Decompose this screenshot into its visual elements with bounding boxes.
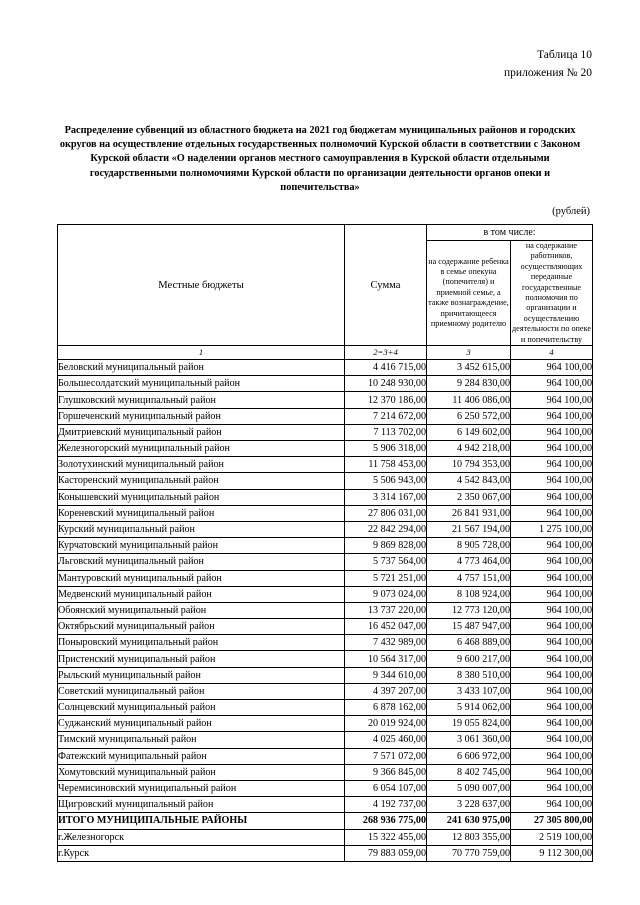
cell-budget-name: Рыльский муниципальный район [58,667,345,683]
cell-child-maintenance: 8 380 510,00 [427,667,511,683]
column-numbering-row [58,346,593,360]
cell-sum: 7 571 072,00 [345,748,427,764]
cell-child-maintenance: 26 841 931,00 [427,505,511,521]
column-number-4: 4 [511,346,593,360]
cell-staff-maintenance: 27 305 800,00 [511,813,593,829]
cell-budget-name: Конышевский муниципальный район [58,489,345,505]
table-row [58,635,593,651]
cell-budget-name: Тимский муниципальный район [58,732,345,748]
cell-staff-maintenance: 964 100,00 [511,457,593,473]
table-row [58,829,593,845]
cell-child-maintenance: 8 905 728,00 [427,538,511,554]
cell-sum: 5 737 564,00 [345,554,427,570]
cell-child-maintenance: 5 914 062,00 [427,700,511,716]
cell-budget-name: Кореневский муниципальный район [58,505,345,521]
column-header-local-budgets: Местные бюджеты [58,225,345,346]
table-row [58,570,593,586]
table-row [58,683,593,699]
cell-budget-name: Пристенский муниципальный район [58,651,345,667]
cell-budget-name: Касторенский муниципальный район [58,473,345,489]
cell-staff-maintenance: 964 100,00 [511,716,593,732]
cell-sum: 15 322 455,00 [345,829,427,845]
table-row [58,651,593,667]
cell-budget-name: Черемисиновский муниципальный район [58,780,345,796]
cell-child-maintenance: 12 803 355,00 [427,829,511,845]
document-caption [504,46,592,82]
cell-child-maintenance: 9 284 830,00 [427,376,511,392]
cell-sum: 268 936 775,00 [345,813,427,829]
cell-staff-maintenance: 964 100,00 [511,376,593,392]
cell-sum: 6 878 162,00 [345,700,427,716]
cell-staff-maintenance: 964 100,00 [511,667,593,683]
cell-sum: 11 758 453,00 [345,457,427,473]
cell-staff-maintenance: 964 100,00 [511,392,593,408]
column-number-2: 2=3+4 [345,346,427,360]
table-row [58,667,593,683]
cell-budget-name: Беловский муниципальный район [58,360,345,376]
column-header-group-including: в том числе: [427,225,593,241]
cell-sum: 4 025 460,00 [345,732,427,748]
table-row [58,457,593,473]
cell-child-maintenance: 6 468 889,00 [427,635,511,651]
cell-budget-name: Поныровский муниципальный район [58,635,345,651]
cell-budget-name: Дмитриевский муниципальный район [58,424,345,440]
cell-sum: 3 314 167,00 [345,489,427,505]
cell-sum: 7 113 702,00 [345,424,427,440]
table-row [58,408,593,424]
cell-budget-name: Мантуровский муниципальный район [58,570,345,586]
cell-child-maintenance: 8 402 745,00 [427,764,511,780]
cell-budget-name: Большесолдатский муниципальный район [58,376,345,392]
cell-budget-name: Суджанский муниципальный район [58,716,345,732]
cell-staff-maintenance: 964 100,00 [511,700,593,716]
cell-sum: 5 906 318,00 [345,441,427,457]
cell-staff-maintenance: 1 275 100,00 [511,521,593,537]
cell-staff-maintenance: 964 100,00 [511,635,593,651]
table-row [58,797,593,813]
cell-sum: 9 366 845,00 [345,764,427,780]
table-row [58,764,593,780]
cell-sum: 10 564 317,00 [345,651,427,667]
cell-staff-maintenance: 964 100,00 [511,360,593,376]
cell-child-maintenance: 5 090 007,00 [427,780,511,796]
cell-child-maintenance: 15 487 947,00 [427,619,511,635]
cell-budget-name: Горшеченский муниципальный район [58,408,345,424]
table-row [58,554,593,570]
page-title: Распределение субвенций из областного бюджета на 2021 год бюджетам муниципальных районов и городских округов на осуществление отдельных государственных полномочий Курской области в соответствии с Законом Курской области «О наделении органов местного самоуправления в Курской области отдельными государственными полномочиями Курской области по организации деятельности органов опеки и попечительства» [59,125,581,193]
table-row [58,845,593,861]
cell-child-maintenance: 3 433 107,00 [427,683,511,699]
cell-child-maintenance: 4 542 843,00 [427,473,511,489]
cell-sum: 9 073 024,00 [345,586,427,602]
table-body [58,360,593,862]
cell-child-maintenance: 6 606 972,00 [427,748,511,764]
budget-table-container [57,224,592,862]
cell-child-maintenance: 9 600 217,00 [427,651,511,667]
cell-staff-maintenance: 964 100,00 [511,683,593,699]
table-row [58,505,593,521]
cell-sum: 9 344 610,00 [345,667,427,683]
cell-sum: 6 054 107,00 [345,780,427,796]
units-note: (рублей) [552,206,590,217]
table-row [58,473,593,489]
table-row [58,521,593,537]
cell-child-maintenance: 6 250 572,00 [427,408,511,424]
caption-appendix-number: приложения № 20 [504,67,592,79]
cell-sum: 22 842 294,00 [345,521,427,537]
cell-budget-name: Солнцевский муниципальный район [58,700,345,716]
cell-staff-maintenance: 964 100,00 [511,748,593,764]
cell-child-maintenance: 11 406 086,00 [427,392,511,408]
cell-staff-maintenance: 964 100,00 [511,764,593,780]
cell-budget-name: Фатежский муниципальный район [58,748,345,764]
cell-staff-maintenance: 964 100,00 [511,424,593,440]
cell-budget-name: г.Железногорск [58,829,345,845]
cell-child-maintenance: 2 350 067,00 [427,489,511,505]
cell-sum: 7 214 672,00 [345,408,427,424]
table-row [58,602,593,618]
cell-child-maintenance: 241 630 975,00 [427,813,511,829]
cell-child-maintenance: 12 773 120,00 [427,602,511,618]
cell-budget-name: г.Курск [58,845,345,861]
table-row [58,716,593,732]
table-row [58,489,593,505]
cell-budget-name: Щигровский муниципальный район [58,797,345,813]
cell-staff-maintenance: 964 100,00 [511,797,593,813]
cell-staff-maintenance: 964 100,00 [511,586,593,602]
caption-table-number: Таблица 10 [537,49,592,61]
column-number-1: 1 [58,346,345,360]
cell-staff-maintenance: 964 100,00 [511,780,593,796]
cell-sum: 7 432 989,00 [345,635,427,651]
cell-staff-maintenance: 964 100,00 [511,489,593,505]
cell-child-maintenance: 3 061 360,00 [427,732,511,748]
cell-child-maintenance: 70 770 759,00 [427,845,511,861]
cell-budget-name: Обоянский муниципальный район [58,602,345,618]
cell-staff-maintenance: 964 100,00 [511,538,593,554]
cell-budget-name: Глушковский муниципальный район [58,392,345,408]
cell-sum: 5 506 943,00 [345,473,427,489]
cell-staff-maintenance: 964 100,00 [511,408,593,424]
cell-sum: 10 248 930,00 [345,376,427,392]
cell-child-maintenance: 4 773 464,00 [427,554,511,570]
cell-child-maintenance: 3 452 615,00 [427,360,511,376]
cell-child-maintenance: 19 055 824,00 [427,716,511,732]
cell-budget-name: ИТОГО МУНИЦИПАЛЬНЫЕ РАЙОНЫ [58,813,345,829]
column-number-3: 3 [427,346,511,360]
table-row [58,732,593,748]
table-row-total [58,813,593,829]
cell-sum: 20 019 924,00 [345,716,427,732]
cell-staff-maintenance: 964 100,00 [511,651,593,667]
cell-sum: 4 397 207,00 [345,683,427,699]
cell-budget-name: Октябрьский муниципальный район [58,619,345,635]
cell-budget-name: Золотухинский муниципальный район [58,457,345,473]
column-header-staff-maintenance: на содержание работников, осуществляющих переданные государственные полномочия по организации и осуществлению деятельности по опеке и попечительству [512,241,591,344]
budget-table [57,224,593,862]
table-row [58,748,593,764]
column-header-sum: Сумма [345,225,427,346]
cell-budget-name: Медвенский муниципальный район [58,586,345,602]
cell-staff-maintenance: 964 100,00 [511,473,593,489]
cell-sum: 5 721 251,00 [345,570,427,586]
cell-sum: 79 883 059,00 [345,845,427,861]
cell-child-maintenance: 6 149 602,00 [427,424,511,440]
table-row [58,780,593,796]
table-row [58,586,593,602]
cell-staff-maintenance: 964 100,00 [511,570,593,586]
table-head [58,225,593,360]
cell-sum: 4 192 737,00 [345,797,427,813]
cell-staff-maintenance: 964 100,00 [511,441,593,457]
column-header-child-maintenance: на содержание ребенка в семье опекуна (попечителя) и приемной семье, а также вознаграждение, причитающееся приемному родителю [427,241,511,346]
cell-staff-maintenance: 2 519 100,00 [511,829,593,845]
table-row [58,700,593,716]
cell-budget-name: Советский муниципальный район [58,683,345,699]
cell-budget-name: Хомутовский муниципальный район [58,764,345,780]
cell-sum: 9 869 828,00 [345,538,427,554]
cell-sum: 12 370 186,00 [345,392,427,408]
cell-child-maintenance: 4 942 218,00 [427,441,511,457]
cell-sum: 13 737 220,00 [345,602,427,618]
cell-staff-maintenance: 964 100,00 [511,732,593,748]
table-row [58,392,593,408]
cell-staff-maintenance: 9 112 300,00 [511,845,593,861]
cell-child-maintenance: 3 228 637,00 [427,797,511,813]
cell-budget-name: Железногорский муниципальный район [58,441,345,457]
cell-sum: 4 416 715,00 [345,360,427,376]
table-head-row-group [58,225,593,241]
table-row [58,360,593,376]
cell-budget-name: Курчатовский муниципальный район [58,538,345,554]
cell-budget-name: Курский муниципальный район [58,521,345,537]
cell-staff-maintenance: 964 100,00 [511,554,593,570]
cell-child-maintenance: 10 794 353,00 [427,457,511,473]
table-row [58,441,593,457]
cell-child-maintenance: 21 567 194,00 [427,521,511,537]
cell-child-maintenance: 4 757 151,00 [427,570,511,586]
cell-child-maintenance: 8 108 924,00 [427,586,511,602]
table-row [58,424,593,440]
cell-staff-maintenance: 964 100,00 [511,602,593,618]
table-row [58,538,593,554]
table-row [58,376,593,392]
cell-budget-name: Льговский муниципальный район [58,554,345,570]
cell-staff-maintenance: 964 100,00 [511,619,593,635]
cell-staff-maintenance: 964 100,00 [511,505,593,521]
table-row [58,619,593,635]
cell-sum: 16 452 047,00 [345,619,427,635]
cell-sum: 27 806 031,00 [345,505,427,521]
